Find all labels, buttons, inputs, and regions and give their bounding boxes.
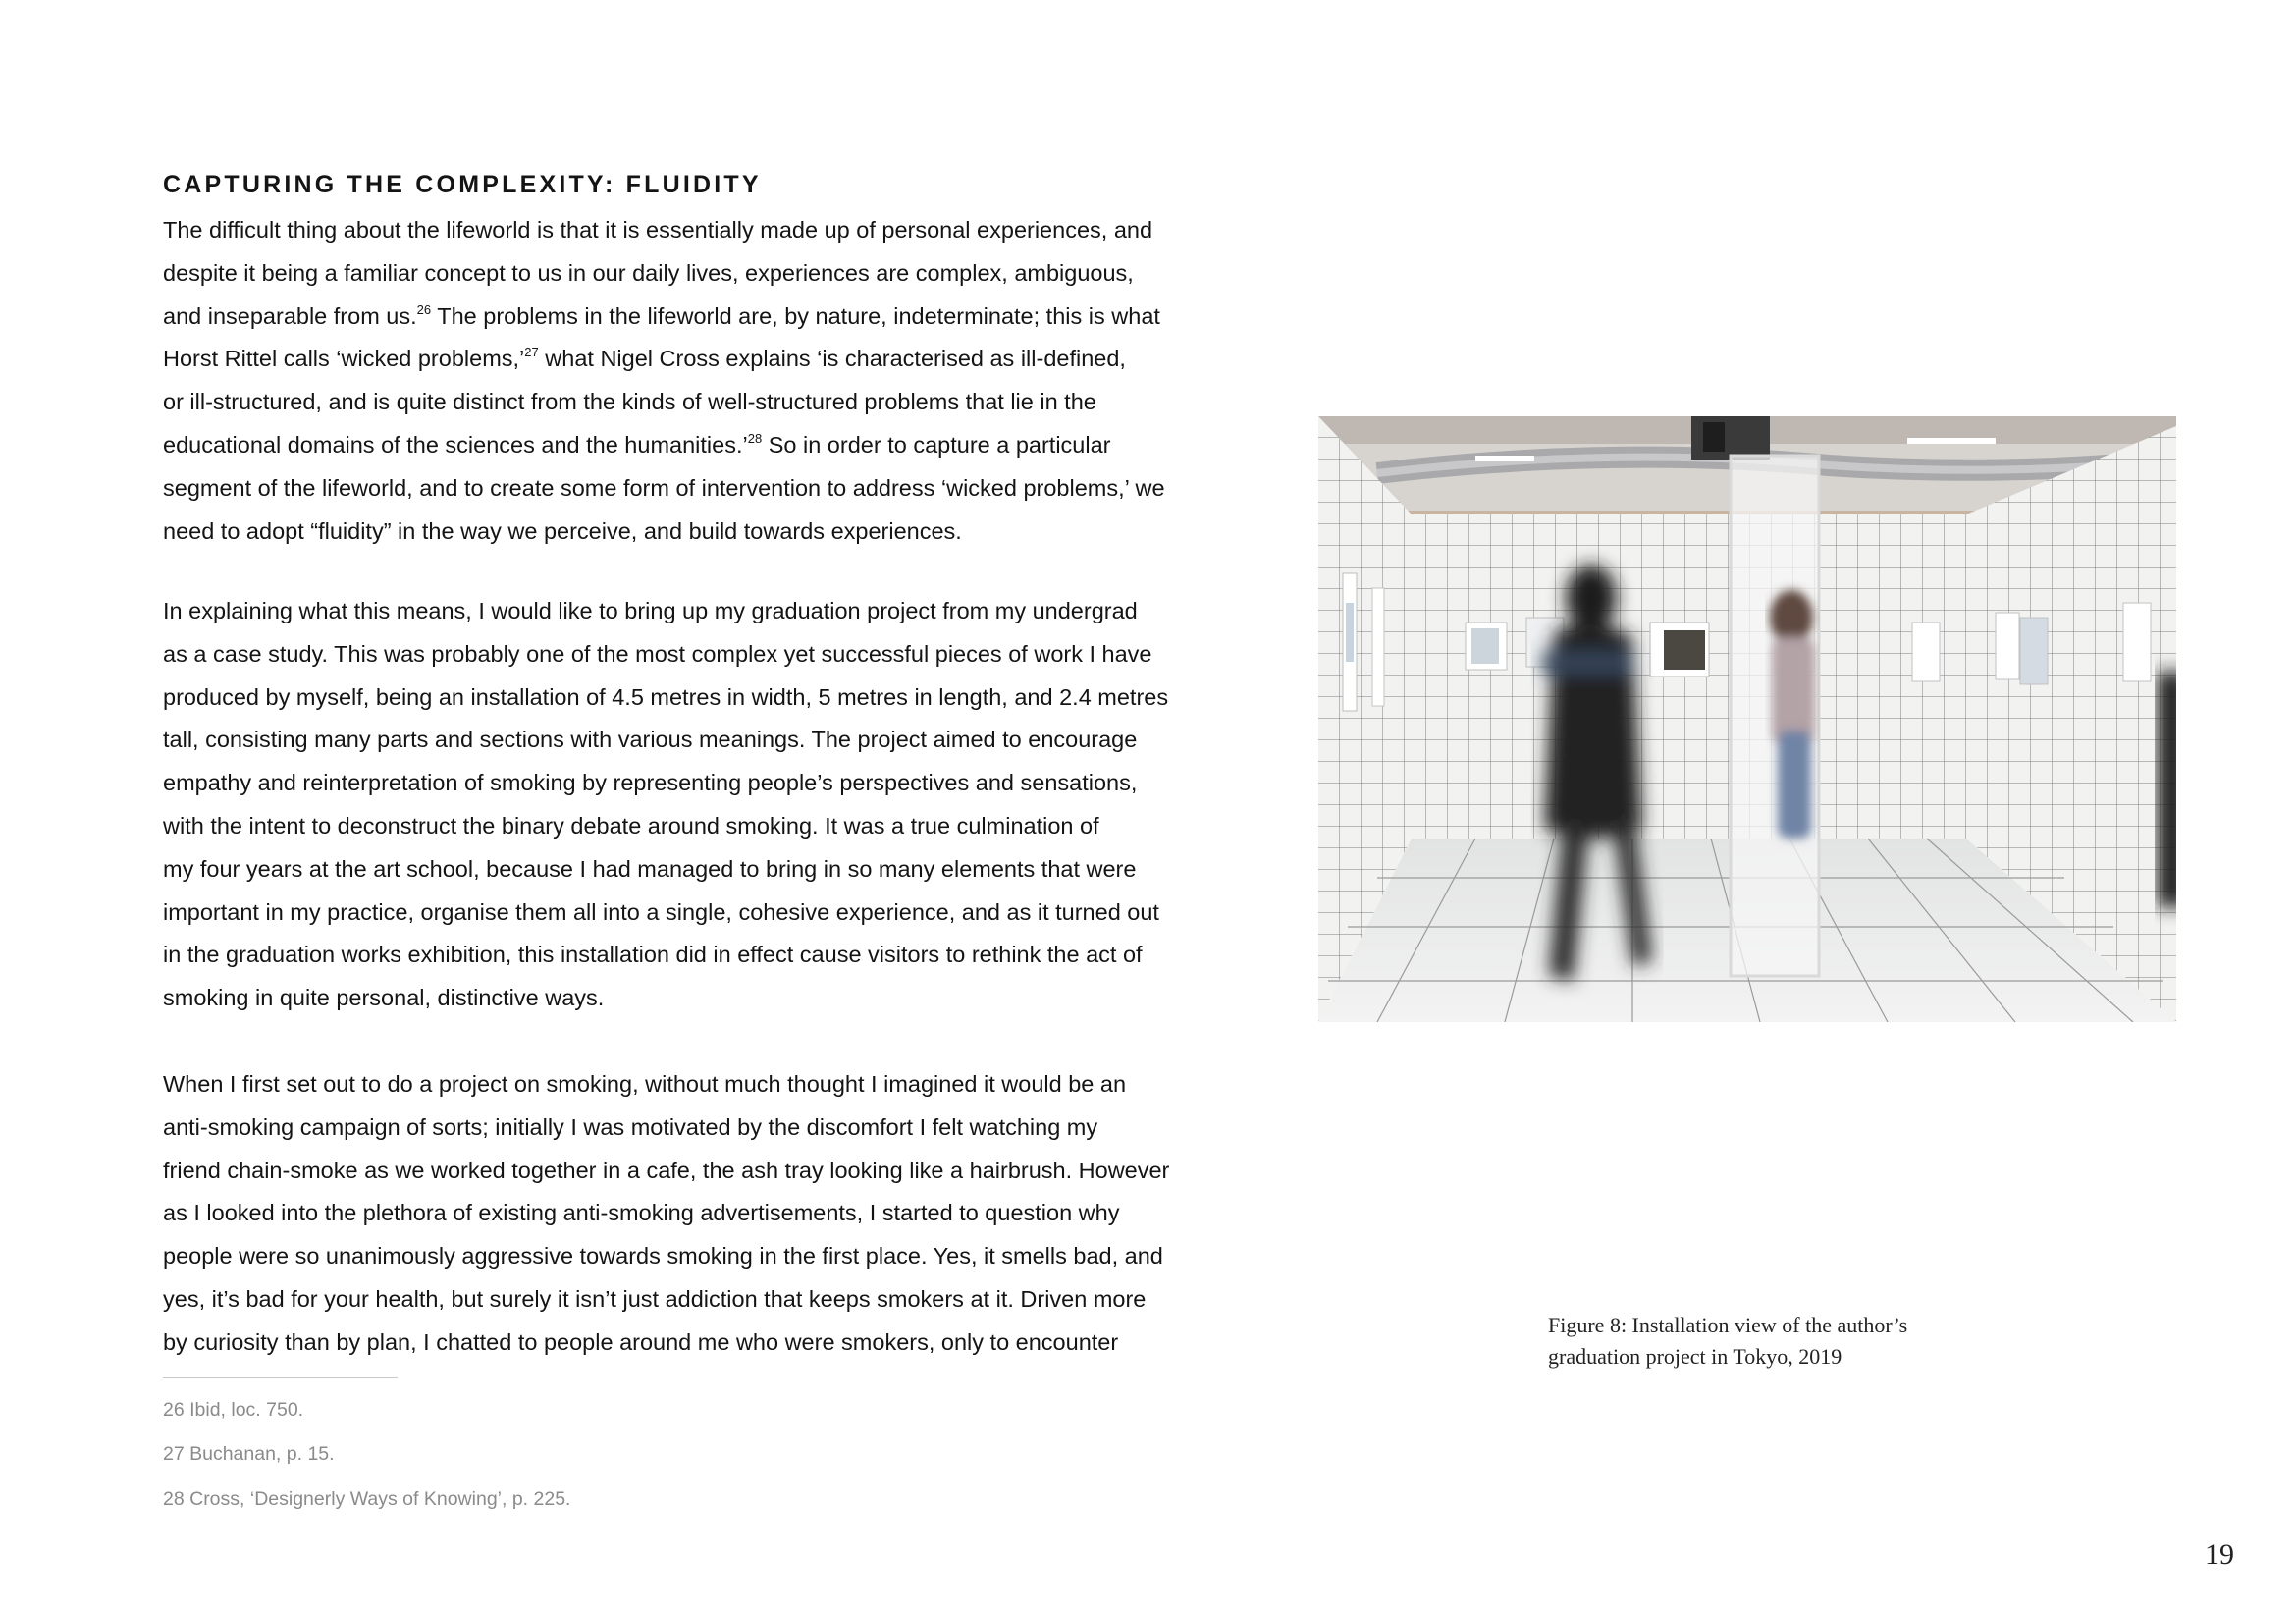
paragraph-line: yes, it’s bad for your health, but surely it isn’t just addiction that keeps smokers at it. Driven more (163, 1285, 1147, 1312)
paragraph-line: The difficult thing about the lifeworld is that it is essentially made up of personal experiences, and (163, 217, 1153, 243)
paragraph-line: my four years at the art school, because I had managed to bring in so many elements that were (163, 855, 1137, 882)
footnote-28: 28 Cross, ‘Designerly Ways of Knowing’, p. 225. (163, 1489, 571, 1510)
paragraph-line: in the graduation works exhibition, this installation did in effect cause visitors to rethink the act of (163, 942, 1143, 968)
paragraph-3 (163, 1063, 1233, 1365)
caption-line: graduation project in Tokyo, 2019 (1548, 1344, 1842, 1369)
paragraph-line: produced by myself, being an installation of 4.5 metres in width, 5 metres in length, and 2.4 metres (163, 683, 1169, 710)
footnote-divider (163, 1377, 398, 1378)
footnote-ref-26: 26 (416, 301, 432, 317)
paragraph-line: as a case study. This was probably one of the most complex yet successful pieces of work I have (163, 640, 1152, 667)
paragraph-line: friend chain-smoke as we worked together in a cafe, the ash tray looking like a hairbrush. However (163, 1157, 1170, 1183)
line-segment: educational domains of the sciences and the humanities.’ (163, 431, 748, 458)
paragraph-line: important in my practice, organise them all into a single, cohesive experience, and as it turned out (163, 898, 1159, 925)
line-segment: The problems in the lifeworld are, by nature, indeterminate; this is what (431, 302, 1160, 329)
figure-caption (1548, 1310, 1907, 1373)
paragraph-line: or ill-structured, and is quite distinct from the kinds of well-structured problems that lie in the (163, 389, 1096, 415)
page-number: 19 (2205, 1539, 2234, 1571)
line-segment: Horst Rittel calls ‘wicked problems,’ (163, 346, 525, 372)
paragraph-line: In explaining what this means, I would like to bring up my graduation project from my undergrad (163, 598, 1138, 623)
paragraph-line: tall, consisting many parts and sections with various meanings. The project aimed to encourage (163, 727, 1138, 753)
paragraph-line: smoking in quite personal, distinctive ways. (163, 985, 605, 1011)
footnote-27: 27 Buchanan, p. 15. (163, 1443, 335, 1465)
footnote-ref-28: 28 (747, 430, 763, 446)
paragraph-line: empathy and reinterpretation of smoking by representing people’s perspectives and sensations, (163, 770, 1138, 796)
paragraph-1 (163, 209, 1233, 553)
paragraph-line: segment of the lifeworld, and to create some form of intervention to address ‘wicked problems,’ we (163, 474, 1165, 501)
paragraph-line: with the intent to deconstruct the binary debate around smoking. It was a true culmination of (163, 812, 1099, 839)
paragraph-line: When I first set out to do a project on smoking, without much thought I imagined it would be an (163, 1071, 1127, 1097)
paragraph-line: by curiosity than by plan, I chatted to people around me who were smokers, only to encounter (163, 1328, 1119, 1355)
paragraph-line: people were so unanimously aggressive towards smoking in the first place. Yes, it smells bad, and (163, 1243, 1163, 1270)
paragraph-line: need to adopt “fluidity” in the way we perceive, and build towards experiences. (163, 517, 962, 544)
footnote-26: 26 Ibid, loc. 750. (163, 1399, 304, 1421)
line-segment: and inseparable from us. (163, 302, 417, 329)
line-segment: what Nigel Cross explains ‘is characterised as ill-defined, (538, 346, 1126, 372)
paragraph-2 (163, 590, 1233, 1020)
paragraph-line (163, 296, 1233, 339)
paragraph-line (163, 424, 1233, 467)
paragraph-line (163, 338, 1233, 381)
paragraph-line: as I looked into the plethora of existing anti-smoking advertisements, I started to question why (163, 1200, 1120, 1226)
caption-line: Figure 8: Installation view of the author’s (1548, 1313, 1908, 1337)
line-segment: So in order to capture a particular (762, 431, 1111, 458)
footnote-ref-27: 27 (524, 345, 539, 360)
paragraph-line: anti-smoking campaign of sorts; initially I was motivated by the discomfort I felt watching my (163, 1113, 1098, 1140)
installation-photo (1318, 416, 2176, 1022)
section-heading: CAPTURING THE COMPLEXITY: FLUIDITY (163, 171, 762, 198)
paragraph-line: despite it being a familiar concept to us in our daily lives, experiences are complex, ambiguous, (163, 259, 1134, 286)
